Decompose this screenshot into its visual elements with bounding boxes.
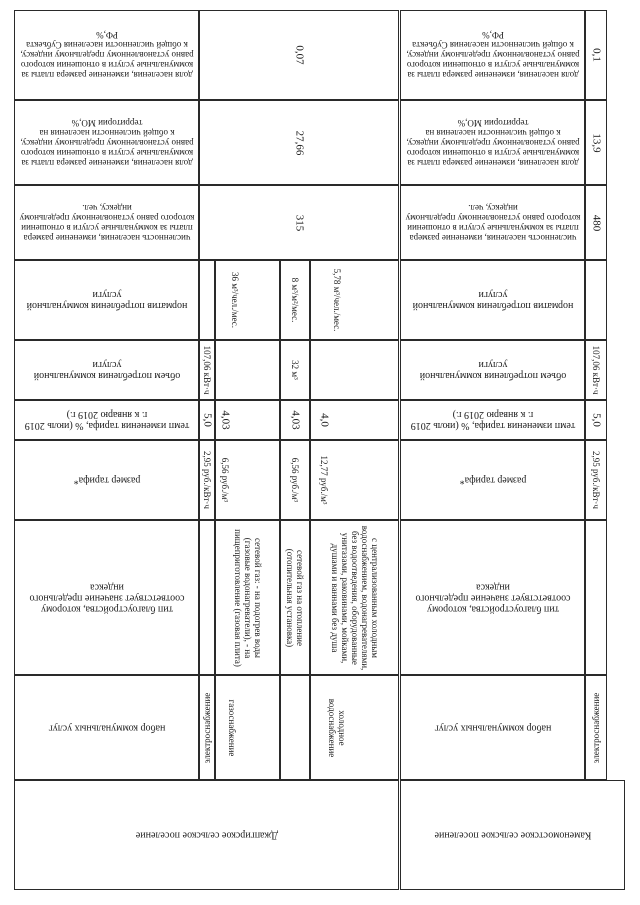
header-tariff-1: размер тарифа* <box>14 440 199 520</box>
tariff-gas-1: 6,56 руб./м³ <box>215 440 280 520</box>
header-share-subject-1: доля населения, изменение размера платы за коммунальные услуги в отношении которого равно установленному предельному индексу, к общей численности населения Субъекта РФ,% <box>14 10 199 100</box>
growth-electricity-2: 5,0 <box>585 400 607 440</box>
header-growth-1: темп изменения тарифа, % (июль 2019 г. к январю 2019 г.) <box>14 400 199 440</box>
service-cold-water-1: холодное водоснабжение <box>310 675 399 780</box>
volume-electricity-1: 107,06 кВт·ч <box>199 340 215 400</box>
growth-gas-heating-1: 4,03 <box>280 400 310 440</box>
header-volume-2: объем потребления коммунальной услуги <box>400 340 585 400</box>
norm-electricity-2 <box>585 260 607 340</box>
settlement-name-1: Джапгирское сельское поселение <box>135 829 278 841</box>
service-blank-1 <box>280 675 310 780</box>
header-amenity-2: тип благоустройства, которому соответствует значение предельного индекса <box>400 520 585 675</box>
settlement-cell-1 <box>14 780 399 890</box>
header-growth-2: темп изменения тарифа, % (июль 2019 г. к январю 2019 г.) <box>400 400 585 440</box>
amenity-cold-water-1: с централизованным холодным водоснабжением, водонагревателями, без водоотведения, оборудованные унитазами, раковинами, мойками, душами и ваннами без душа <box>310 520 399 675</box>
header-service-set-1: набор коммунальных услуг <box>14 675 199 780</box>
population-value-2: 480 <box>585 185 607 260</box>
volume-cold-water-1 <box>310 340 399 400</box>
norm-electricity-1 <box>199 260 215 340</box>
header-norm-1: норматив потребления коммунальной услуги <box>14 260 199 340</box>
tariff-cold-water-1: 12,77 руб./м³ <box>310 440 399 520</box>
settlement-cell-2: Каменомостское сельское поселение <box>400 780 625 890</box>
header-volume-1: объем потребления коммунальной услуги <box>14 340 199 400</box>
amenity-gas-heating-1: сетевой газ на отопление (отопительная установка) <box>280 520 310 675</box>
amenity-gas-heating-water-1: сетевой газ: - на подогрев воды (газовые водонагреватели), - на пищеприготовление (газовая плита) <box>215 520 280 675</box>
share-subject-value-1: 0,07 <box>199 10 399 100</box>
volume-gas-heating-1: 32 м³ <box>280 340 310 400</box>
tariff-gas-heating-1: 6,56 руб./м³ <box>280 440 310 520</box>
tariff-electricity-1: 2,95 руб./кВт·ч <box>199 440 215 520</box>
header-share-mo-2: доля населения, изменение размера платы за коммунальные услуги в отношении которого равно установленному предельному индексу, к общей численности населения на территории МО,% <box>400 100 585 185</box>
growth-gas-1: 4,03 <box>215 400 280 440</box>
header-population-1: численность населения, изменение размера платы за коммунальные услуги в отношении которого равно установленному предельному индексу, чел. <box>14 185 199 260</box>
population-value-1: 315 <box>199 185 399 260</box>
header-amenity-1: тип благоустройства, которому соответствует значение предельного индекса <box>14 520 199 675</box>
volume-gas-1 <box>215 340 280 400</box>
share-mo-value-1: 27,66 <box>199 100 399 185</box>
header-tariff-2: размер тарифа* <box>400 440 585 520</box>
share-mo-value-2: 13,9 <box>585 100 607 185</box>
tariff-electricity-2: 2,95 руб./кВт·ч <box>585 440 607 520</box>
header-share-subject-2: доля населения, изменение размера платы за коммунальные услуги в отношении которого равно установленному предельному индексу, к общей численности населения Субъекта РФ,% <box>400 10 585 100</box>
header-population-2: численность населения, изменение размера платы за коммунальные услуги в отношении которого равно установленному предельному индексу, чел. <box>400 185 585 260</box>
service-electricity-2: электроснабжение <box>585 675 607 780</box>
growth-electricity-1: 5,0 <box>199 400 215 440</box>
amenity-electricity-2 <box>585 520 607 675</box>
share-subject-value-2: 0,1 <box>585 10 607 100</box>
header-share-mo-1: доля населения, изменение размера платы за коммунальные услуги в отношении которого равно установленному предельному индексу, к общей численности населения на территории МО,% <box>14 100 199 185</box>
header-service-set-2: набор коммунальных услуг <box>400 675 585 780</box>
volume-electricity-2: 107,06 кВт·ч <box>585 340 607 400</box>
service-gas-1: газоснабжение <box>215 675 280 780</box>
norm-cold-water-1: 5,78 м³/чел./мес. <box>310 260 399 340</box>
growth-cold-water-1: 4,0 <box>310 400 399 440</box>
norm-gas-1: 36 м³/чел./мес. <box>215 260 280 340</box>
service-electricity-1: электроснабжение <box>199 675 215 780</box>
header-norm-2: норматив потребления коммунальной услуги <box>400 260 585 340</box>
amenity-electricity-1 <box>199 520 215 675</box>
norm-gas-heating-1: 8 м³/м²/мес. <box>280 260 310 340</box>
